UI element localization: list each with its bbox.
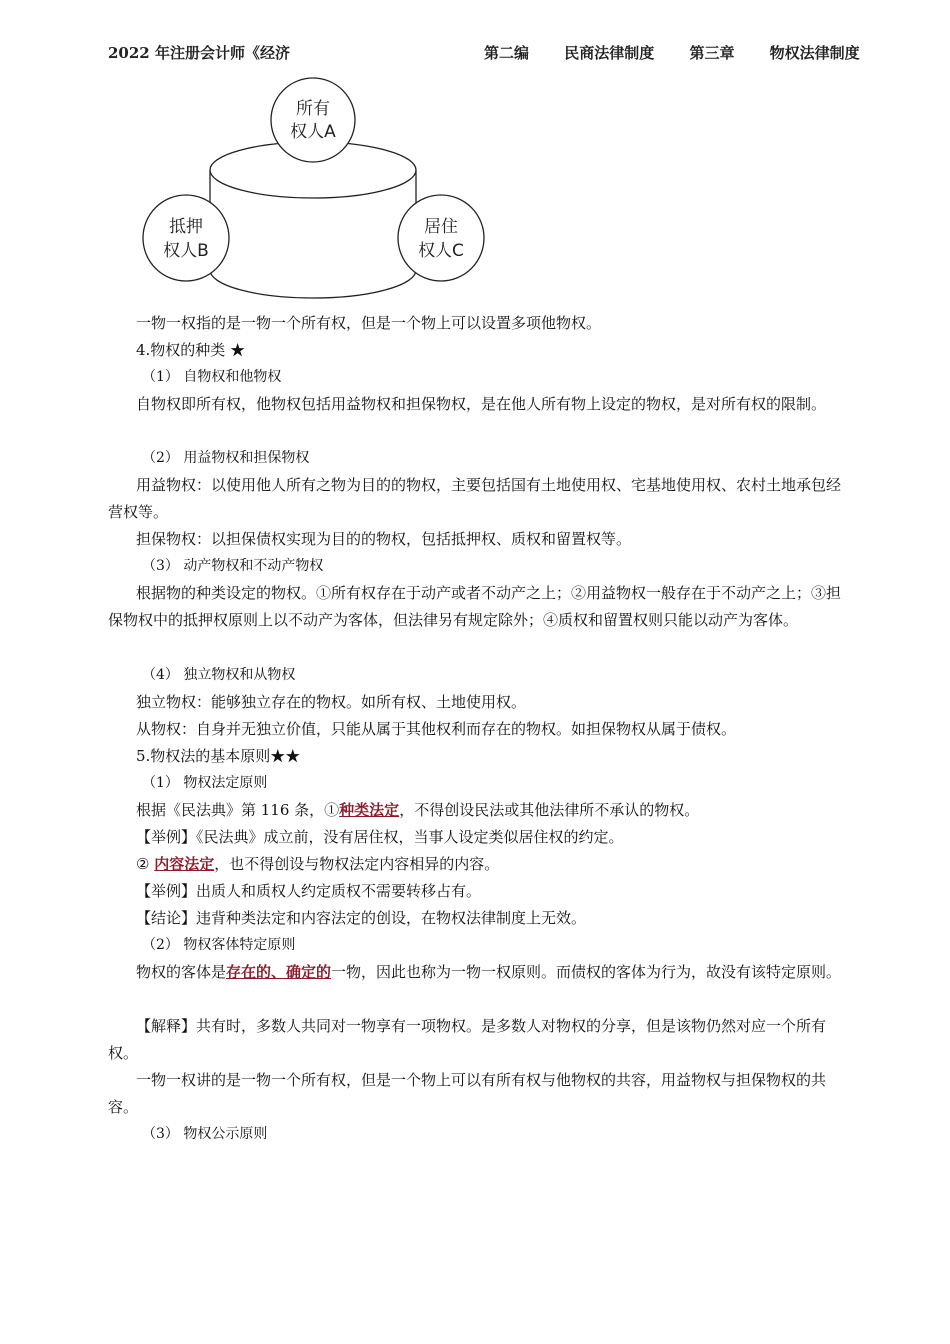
paragraph-5: 独立物权：能够独立存在的物权。如所有权、土地使用权。 xyxy=(136,693,527,711)
header-right-title: 第二编 民商法律制度 第三章 物权法律制度 xyxy=(484,44,860,62)
explanation: 【解释】共有时，多数人共同对一物享有一项物权。是多数人对物权的分享，但是该物仍然对应一个所有权。 xyxy=(108,1017,827,1062)
node-c-label-1: 居住 xyxy=(424,217,458,237)
circle-owner-a xyxy=(271,78,355,162)
node-c-label-2: 权人C xyxy=(418,241,464,261)
paragraph-3: 担保物权：以担保债权实现为目的的物权，包括抵押权、质权和留置权等。 xyxy=(136,530,632,548)
subheading-1: （1） 自物权和他物权 xyxy=(142,369,282,385)
subheading-6: （2） 物权客体特定原则 xyxy=(142,937,296,953)
paragraph-12 xyxy=(108,959,853,986)
paragraph-14: 一物一权讲的是一物一个所有权，但是一个物上可以有所有权与他物权的共容，用益物权与担保物权的共容。 xyxy=(108,1071,827,1116)
paragraph-9-part-3: ，也不得创设与物权法定内容相异的内容。 xyxy=(214,855,500,873)
ownership-diagram xyxy=(130,80,500,305)
subheading-2: （2） 用益物权和担保物权 xyxy=(142,450,310,466)
conclusion: 【结论】违背种类法定和内容法定的创设，在物权法律制度上无效。 xyxy=(136,909,587,927)
node-b-label-1: 抵押 xyxy=(169,217,203,237)
paragraph-6: 从物权：自身并无独立价值，只能从属于其他权利而存在的物权。如担保物权从属于债权。 xyxy=(136,720,737,738)
paragraph-2: 用益物权：以使用他人所有之物为目的的物权，主要包括国有土地使用权、宅基地使用权、农村土地承包经营权等。 xyxy=(108,476,842,521)
circle-resident-c xyxy=(398,195,484,281)
paragraph-12-part-1: 物权的客体是 xyxy=(136,963,227,981)
paragraph-4: 根据物的种类设定的物权。①所有权存在于动产或者不动产之上；②用益物权一般存在于不动产之上；③担保物权中的抵押权原则上以不动产为客体，但法律另有规定除外；④质权和留置权则只能以动产为客体。 xyxy=(108,584,842,629)
subheading-4: （4） 独立物权和从物权 xyxy=(142,667,296,683)
subheading-7: （3） 物权公示原则 xyxy=(142,1126,268,1142)
paragraph-1: 自物权即所有权，他物权包括用益物权和担保物权，是在他人所有物上设定的物权，是对所有权的限制。 xyxy=(136,395,827,413)
node-a-label-2: 权人A xyxy=(290,122,336,142)
paragraph-12-part-3: 一物，因此也称为一物一权原则。而债权的客体为行为，故没有该特定原则。 xyxy=(331,963,842,981)
paragraph-7-part-1: 根据《民法典》第 116 条，① xyxy=(136,801,340,819)
example-2: 【举例】出质人和质权人约定质权不需要转移占有。 xyxy=(136,882,482,900)
example-1: 【举例】《民法典》成立前，没有居住权，当事人设定类似居住权的约定。 xyxy=(136,828,624,846)
caption-paragraph: 一物一权指的是一物一个所有权，但是一个物上可以设置多项他物权。 xyxy=(136,314,602,332)
emphasis-type-legal: 种类法定 xyxy=(339,801,400,819)
paragraph-7 xyxy=(108,797,853,824)
paragraph-9 xyxy=(108,851,853,878)
subheading-3: （3） 动产物权和不动产物权 xyxy=(142,558,324,574)
circle-mortgagee-b xyxy=(143,195,229,281)
header-left-title: 2022 年注册会计师《经济 xyxy=(108,44,290,62)
section-heading-4: 4.物权的种类 ★ xyxy=(136,341,246,359)
subheading-5: （1） 物权法定原则 xyxy=(142,775,268,791)
node-b-label-2: 权人B xyxy=(163,241,209,261)
section-heading-5: 5.物权法的基本原则★★ xyxy=(136,747,301,765)
page-header xyxy=(0,34,950,62)
node-a-label-1: 所有 xyxy=(296,99,330,119)
paragraph-9-part-1: ② xyxy=(136,855,155,873)
paragraph-7-part-3: ，不得创设民法或其他法律所不承认的物权。 xyxy=(399,801,700,819)
emphasis-existing-definite: 存在的、确定的 xyxy=(226,963,332,981)
emphasis-content-legal: 内容法定 xyxy=(154,855,215,873)
